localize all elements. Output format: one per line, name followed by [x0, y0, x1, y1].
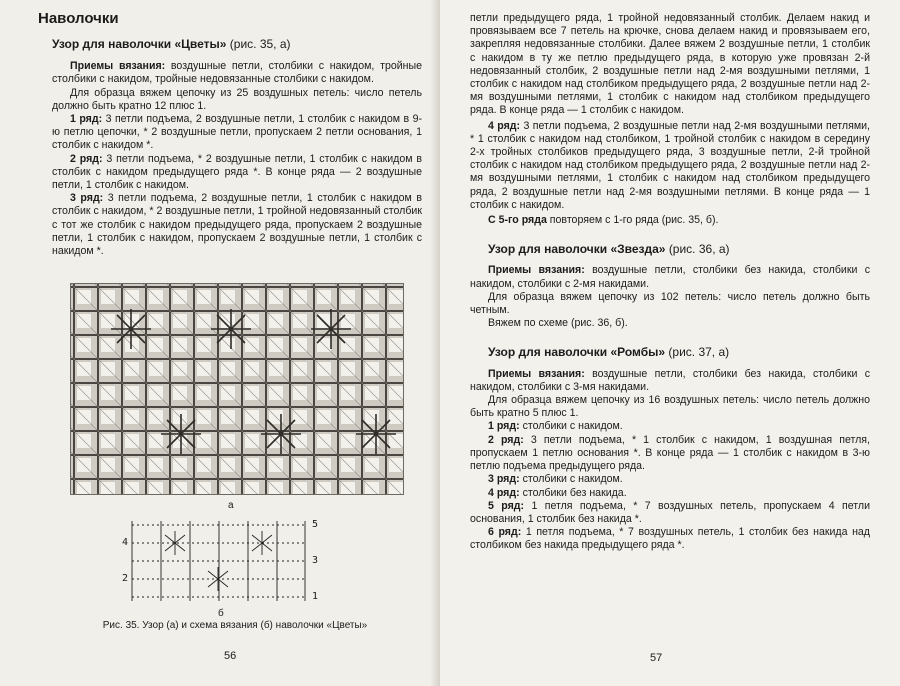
row-paragraph [470, 420, 870, 433]
scheme-paragraph: Вяжем по схеме (рис. 36, б). [488, 317, 628, 330]
chart-row-number: 4 [122, 537, 129, 548]
chart-row-number: 3 [312, 555, 319, 566]
row-paragraph [470, 120, 870, 212]
section-title-flowers [52, 38, 422, 51]
row-paragraph [52, 153, 422, 193]
row-text: 1 петля подъема, * 7 воздушных петель, пропускаем 4 петли основания, 1 столбик без накида *. [470, 499, 870, 525]
crochet-chart-symbols [120, 515, 325, 610]
row-text: 3 петли подъема, 2 воздушные петли, 1 столбик с накидом в столбик с накидом, * 2 воздушные петли, 1 тройной недовязанный столбик с тот же столбик с накидом предыдущего ряда, пропускаем 2 воздушные петли, 1 столбик с накидом, пропускаем 2 воздушные петли, 1 столбик с накидом *. [52, 192, 422, 258]
methods-label: Приемы вязания: [488, 367, 585, 380]
methods-label: Приемы вязания: [488, 264, 585, 277]
methods-text: воздушные петли, столбики без накида, столбики с накидом, столбики с 2-мя накидами. [470, 264, 870, 290]
row-label: 3 ряд: [488, 473, 520, 486]
crochet-chart [120, 515, 325, 610]
row-label: 4 ряд: [488, 119, 521, 132]
methods-paragraph [470, 368, 870, 394]
row-label: 2 ряд: [488, 433, 524, 446]
sample-paragraph: Для образца вяжем цепочку из 102 петель: число петель должно быть четным. [470, 290, 870, 317]
chart-row-number: 2 [122, 573, 129, 584]
lace-photo [70, 283, 404, 495]
row-text: 3 петли подъема, 2 воздушные петли над 2-мя воздушными петлями, * 1 столбик с накидом над столбиком, 1 тройной столбик с накидом в середину 2-х тройных столбиков предыдущего ряда, 3 воздушные петли, 2-й тройной столбик с накидом над столбиком предыдущего ряда, 2 воздушные петли над 2-мя воздушными петлями, 1 столбик с накидом над столбиком предыдущего ряда, 2 воздушные петли над 2-мя воздушными петлями. В конце ряда — 1 столбик с накидом. [470, 119, 870, 211]
left-page [0, 0, 440, 686]
row-label: 5 ряд: [488, 499, 525, 512]
page-title: Наволочки [38, 10, 119, 27]
section-ref: (рис. 36, а) [668, 242, 730, 257]
row-paragraph [52, 192, 422, 258]
row-label: 6 ряд: [488, 526, 522, 539]
section-title-text: Узор для наволочки «Цветы» [52, 37, 227, 51]
section-title-star [470, 243, 870, 256]
row-label: 2 ряд: [70, 152, 103, 165]
sample-paragraph: Для образца вяжем цепочку из 25 воздушных петель: число петель должно быть кратно 12 плюс 1. [52, 86, 422, 112]
spacer [52, 51, 422, 60]
methods-paragraph [52, 60, 422, 86]
row-text: 1 петля подъема, * 7 воздушных петель, 1 столбик без накида над столбиком без накида предыдущего ряда *. [470, 526, 870, 552]
right-text-block [470, 12, 870, 553]
row-paragraph [470, 526, 870, 552]
chart-row-number: 5 [312, 519, 319, 530]
section-title-rhombus [470, 346, 870, 359]
section-title-text: Узор для наволочки «Звезда» [488, 242, 666, 257]
row-paragraph [470, 500, 870, 526]
lace-photo-pattern [71, 284, 403, 494]
page-number-right: 57 [650, 652, 663, 664]
section-ref: (рис. 37, а) [668, 345, 730, 360]
methods-paragraph [470, 264, 870, 290]
row-label: 1 ряд: [70, 113, 103, 126]
row-label: 3 ряд: [70, 192, 104, 205]
section-ref: (рис. 35, а) [229, 37, 291, 51]
row-label: 4 ряд: [488, 486, 520, 499]
row-label: 1 ряд: [488, 420, 520, 433]
page-number-left: 56 [224, 650, 237, 662]
row-text: столбики с накидом. [522, 473, 623, 486]
chart-row-number: 1 [312, 591, 319, 602]
row-paragraph [470, 487, 870, 500]
repeat-paragraph [470, 214, 870, 227]
figure-label-a: а [228, 500, 234, 511]
methods-label: Приемы вязания: [70, 60, 166, 73]
methods-text: воздушные петли, столбики без накида, столбики с накидом, столбики с 3-мя накидами. [470, 367, 870, 393]
row-paragraph [470, 473, 870, 486]
repeat-label: С 5-го ряда [488, 214, 547, 227]
right-page [440, 0, 900, 686]
methods-text: воздушные петли, столбики с накидом, тройные столбики с накидом, тройные недовязанные столбики с накидом. [52, 60, 422, 86]
section-title-text: Узор для наволочки «Ромбы» [488, 345, 666, 360]
continuation-paragraph: петли предыдущего ряда, 1 тройной недовязанный столбик. Делаем накид и провязываем все 7 петель на крючке, снова делаем накид и провязываем его, закрепляя недовязанные столбики. Далее вяжем 2 воздушные петли, 1 столбик с накидом в ту же петлю предыдущего ряда, в которую уже провязан 2-й недовязанный столбик, 2 воздушные петли над 2-мя воздушными петлями, 1 столбик с накидом над столбиком предыдущего ряда, 2 воздушные петли над 2-мя воздушными петлями, 1 столбик с накидом над столбиком предыдущего ряда. В конце ряда — 1 столбик с накидом. [470, 12, 870, 117]
repeat-text: повторяем с 1-го ряда (рис. 35, б). [549, 214, 719, 227]
row-paragraph [470, 434, 870, 474]
figure-label-b: б [218, 608, 224, 619]
row-text: 3 петли подъема, * 1 столбик с накидом, 1 воздушная петля, пропускаем 1 петлю основания *. В конце ряда — 1 столбик с накидом в 3-ю петлю подъема предыдущего ряда. [470, 433, 870, 473]
left-text-block [52, 38, 422, 258]
row-text: 3 петли подъема, 2 воздушные петли, 1 столбик с накидом в 9-ю петлю цепочки, * 2 воздушные петли, пропускаем 2 петли основания, 1 столбик с накидом *. [52, 113, 422, 152]
sample-paragraph: Для образца вяжем цепочку из 16 воздушных петель: число петель должно быть кратно 5 плюс 1. [470, 394, 870, 420]
row-paragraph [52, 113, 422, 153]
row-text: столбики без накида. [522, 486, 627, 499]
row-text: 3 петли подъема, * 2 воздушные петли, 1 столбик с накидом в столбик с накидом предыдущего ряда *. В конце ряда — 2 воздушные петли, 1 столбик с накидом. [52, 152, 422, 192]
figure-caption: Рис. 35. Узор (а) и схема вязания (б) наволочки «Цветы» [102, 620, 368, 631]
row-text: столбики с накидом. [522, 420, 623, 433]
